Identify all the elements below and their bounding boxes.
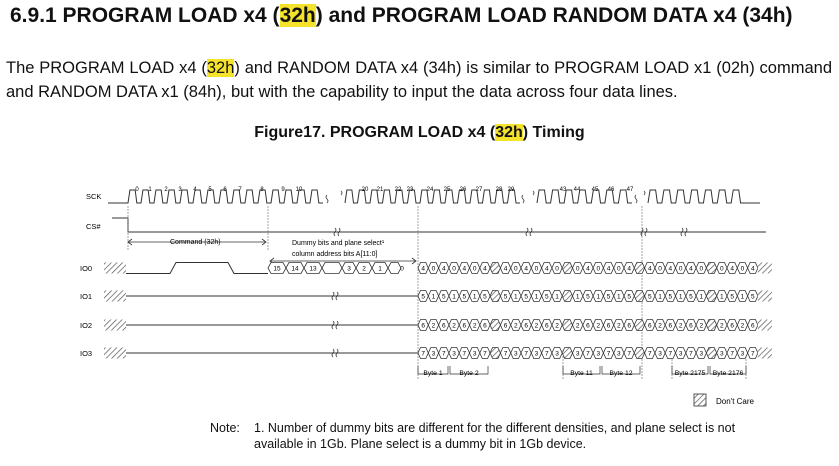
- nibble-value: 0: [514, 265, 518, 273]
- nibble-value: 2: [658, 322, 662, 330]
- nibble-value: 3: [720, 350, 724, 358]
- dont-care-swatch: [694, 394, 706, 406]
- nibble-value: 0: [699, 265, 704, 273]
- nibble-value: 5: [606, 293, 611, 301]
- sck-waveform: [108, 190, 760, 203]
- io-rows: [104, 263, 772, 359]
- data-nibble: [706, 320, 716, 331]
- nibble-value: 1: [720, 293, 724, 301]
- data-nibble: [490, 320, 500, 331]
- sck-wave-path: [108, 190, 760, 203]
- data-nibble: [490, 291, 500, 302]
- data-nibble: [706, 263, 716, 274]
- nibble-value: 2: [678, 322, 683, 330]
- nibble-value: 4: [462, 265, 467, 273]
- nibble-value: 4: [689, 265, 693, 273]
- nibble-value: 5: [668, 293, 673, 301]
- clock-number: 1: [148, 187, 152, 193]
- nibble-value: 0: [617, 265, 621, 273]
- nibble-value: 1: [472, 293, 477, 301]
- nibble-value: 7: [668, 350, 673, 358]
- nibble-value: 6: [750, 322, 755, 330]
- io3-label: IO3: [80, 349, 93, 358]
- nibble-value: 2: [596, 322, 601, 330]
- clock-number: 0: [135, 187, 139, 193]
- nibble-value: 6: [503, 322, 508, 330]
- nibble-value: 2: [575, 322, 580, 330]
- data-nibble: [490, 263, 500, 274]
- nibble-value: 5: [441, 293, 446, 301]
- sck-break: [326, 191, 342, 203]
- address-bit: 2: [362, 265, 366, 273]
- clock-number: 43: [559, 187, 567, 193]
- nibble-value: 6: [627, 322, 631, 330]
- nibble-value: 6: [441, 322, 446, 330]
- nibble-value: 7: [524, 350, 528, 358]
- nibble-value: 3: [472, 350, 477, 358]
- nibble-value: 3: [699, 350, 704, 358]
- dont-care-block: [104, 320, 126, 331]
- note-label: Note:: [210, 421, 240, 435]
- nibble-value: 2: [534, 322, 539, 330]
- cs-waveform: [112, 218, 766, 232]
- clock-number: 44: [573, 187, 581, 193]
- nibble-value: 4: [750, 265, 755, 273]
- nibble-value: 0: [720, 265, 724, 273]
- clock-number: 29: [507, 187, 515, 193]
- clock-number: 24: [426, 187, 434, 193]
- dont-care-label: Don't Care: [716, 397, 754, 406]
- nibble-value: 6: [606, 322, 611, 330]
- data-nibble: [634, 263, 644, 274]
- nibble-value: 7: [462, 350, 467, 358]
- nibble-value: 6: [544, 322, 549, 330]
- data-nibble: [634, 291, 644, 302]
- data-nibble: [706, 348, 716, 359]
- nibble-value: 5: [627, 293, 631, 301]
- nibble-value: 4: [647, 265, 652, 273]
- nibble-value: 6: [689, 322, 693, 330]
- nibble-value: 2: [472, 322, 477, 330]
- note: [210, 420, 774, 452]
- data-nibble: [634, 348, 644, 359]
- nibble-value: 4: [483, 265, 487, 273]
- clock-number: 25: [443, 187, 451, 193]
- nibble-value: 5: [689, 293, 693, 301]
- nibble-value: 3: [534, 350, 539, 358]
- clock-number: 6: [223, 187, 227, 193]
- nibble-value: 3: [678, 350, 683, 358]
- clock-number: 47: [626, 187, 634, 193]
- nibble-value: 5: [750, 293, 755, 301]
- section-heading: 6.9.1 PROGRAM LOAD x4 (32h) and PROGRAM LOAD RANDOM DATA x4 (34h): [10, 4, 793, 27]
- nibble-value: 6: [586, 322, 590, 330]
- cs-label: CS#: [86, 222, 101, 231]
- nibble-value: 7: [606, 350, 611, 358]
- address-bit: 14: [291, 265, 299, 273]
- address-bit: 13: [309, 265, 317, 273]
- nibble-value: 1: [740, 293, 745, 301]
- nibble-value: 0: [740, 265, 745, 273]
- clock-number: 46: [607, 187, 615, 193]
- nibble-value: 4: [586, 265, 590, 273]
- clock-number: 4: [193, 187, 197, 193]
- nibble-value: 3: [555, 350, 559, 358]
- io-row-3: [104, 348, 772, 359]
- nibble-value: 0: [431, 265, 436, 273]
- nibble-value: 2: [617, 322, 621, 330]
- io0-label: IO0: [80, 264, 93, 273]
- nibble-value: 4: [606, 265, 611, 273]
- nibble-value: 5: [421, 293, 425, 301]
- clock-number: 22: [394, 187, 402, 193]
- nibble-value: 2: [452, 322, 456, 330]
- nibble-value: 7: [544, 350, 549, 358]
- data-nibble: [562, 263, 572, 274]
- nibble-value: 0: [472, 265, 477, 273]
- nibble-value: 3: [658, 350, 662, 358]
- nibble-value: 5: [524, 293, 528, 301]
- dummy-label-2: column address bits A[11:0]: [292, 251, 378, 258]
- data-nibble: [562, 348, 572, 359]
- data-nibble: [634, 320, 644, 331]
- nibble-value: 3: [740, 350, 745, 358]
- data-nibble: [562, 291, 572, 302]
- clock-number: 27: [475, 187, 483, 193]
- io2-label: IO2: [80, 321, 93, 330]
- nibble-value: 0: [575, 265, 580, 273]
- clock-number: 21: [376, 187, 384, 193]
- dont-care-block: [758, 263, 772, 274]
- dont-care-block: [758, 291, 772, 302]
- nibble-value: 4: [730, 265, 734, 273]
- command-waveform: [126, 263, 268, 274]
- address-bit: 1: [378, 265, 382, 273]
- nibble-value: 1: [699, 293, 704, 301]
- data-nibble: [706, 291, 716, 302]
- io-row-0: [104, 263, 772, 274]
- byte-labels: [418, 366, 746, 377]
- nibble-value: 4: [627, 265, 631, 273]
- nibble-value: 2: [740, 322, 745, 330]
- byte-label: Byte 2175: [674, 370, 706, 377]
- nibble-value: 2: [555, 322, 559, 330]
- nibble-value: 5: [462, 293, 467, 301]
- nibble-value: 1: [514, 293, 518, 301]
- clock-number: 3: [178, 187, 182, 193]
- note-text: 1. Number of dummy bits are different for the different densities, and plane select is not available in 1Gb. Plane select is a dummy bit in 1Gb device.: [254, 421, 736, 451]
- nibble-value: 2: [514, 322, 518, 330]
- clock-number: 20: [361, 187, 369, 193]
- nibble-value: 5: [503, 293, 508, 301]
- sck-label: SCK: [86, 192, 102, 201]
- nibble-value: 7: [627, 350, 631, 358]
- data-nibble: [490, 348, 500, 359]
- nibble-value: 6: [421, 322, 425, 330]
- nibble-value: 0: [534, 265, 539, 273]
- nibble-value: 1: [617, 293, 621, 301]
- nibble-value: 2: [720, 322, 724, 330]
- dont-care-block: [104, 348, 126, 359]
- nibble-value: 3: [617, 350, 621, 358]
- figure-caption: Figure17. PROGRAM LOAD x4 (32h) Timing: [254, 124, 585, 141]
- clock-number: 2: [164, 187, 168, 193]
- nibble-value: 1: [575, 293, 580, 301]
- nibble-value: 4: [668, 265, 673, 273]
- address-bit: 0: [400, 265, 404, 273]
- nibble-value: 7: [586, 350, 590, 358]
- nibble-value: 3: [452, 350, 456, 358]
- nibble-value: 1: [678, 293, 683, 301]
- address-bit: 3: [347, 265, 351, 273]
- byte-label: Byte 2176: [712, 370, 744, 377]
- nibble-value: 7: [441, 350, 446, 358]
- io-row-1: [104, 291, 772, 302]
- clock-number: 26: [459, 187, 467, 193]
- nibble-value: 4: [441, 265, 446, 273]
- nibble-value: 0: [596, 265, 601, 273]
- dummy-label-1: Dummy bits and plane select¹: [292, 240, 385, 247]
- nibble-value: 5: [730, 293, 734, 301]
- nibble-value: 6: [647, 322, 652, 330]
- sck-break: [635, 191, 645, 203]
- clock-number: 23: [406, 187, 414, 193]
- nibble-value: 4: [503, 265, 508, 273]
- dont-care-block: [104, 291, 126, 302]
- nibble-value: 1: [658, 293, 662, 301]
- clock-number: 9: [281, 187, 285, 193]
- nibble-value: 4: [524, 265, 528, 273]
- nibble-value: 7: [483, 350, 487, 358]
- nibble-value: 0: [678, 265, 683, 273]
- io1-label: IO1: [80, 292, 93, 301]
- nibble-value: 0: [452, 265, 456, 273]
- nibble-value: 7: [647, 350, 652, 358]
- nibble-value: 6: [483, 322, 487, 330]
- nibble-value: 7: [421, 350, 425, 358]
- nibble-value: 1: [452, 293, 456, 301]
- nibble-value: 7: [503, 350, 508, 358]
- clock-number: 8: [260, 187, 264, 193]
- nibble-value: 6: [462, 322, 467, 330]
- nibble-value: 6: [668, 322, 673, 330]
- nibble-value: 0: [555, 265, 559, 273]
- nibble-value: 1: [596, 293, 601, 301]
- intro-paragraph: The PROGRAM LOAD x4 (32h) and RANDOM DATA x4 (34h) is similar to PROGRAM LOAD x1 (02h) command and RANDOM DATA x1 (84h), but with the capability to input the data across four data lines.: [6, 59, 832, 101]
- clock-number: 5: [208, 187, 212, 193]
- data-nibble: [562, 320, 572, 331]
- nibble-value: 4: [544, 265, 549, 273]
- nibble-value: 3: [596, 350, 601, 358]
- command-label: Command (32h): [170, 239, 221, 246]
- nibble-value: 3: [514, 350, 518, 358]
- clock-number: 45: [591, 187, 599, 193]
- nibble-value: 6: [730, 322, 734, 330]
- dont-care-block: [758, 320, 772, 331]
- nibble-value: 7: [689, 350, 693, 358]
- address-cell: [388, 263, 401, 274]
- sck-break: [522, 191, 534, 203]
- clock-number: 28: [495, 187, 503, 193]
- nibble-value: 0: [658, 265, 662, 273]
- nibble-value: 5: [544, 293, 549, 301]
- byte-label: Byte 11: [570, 370, 593, 377]
- nibble-value: 1: [431, 293, 436, 301]
- byte-label: Byte 1: [423, 370, 443, 377]
- clock-number: 10: [295, 187, 303, 193]
- clock-number: 7: [238, 187, 242, 193]
- io-row-2: [104, 320, 772, 331]
- nibble-value: 3: [575, 350, 580, 358]
- nibble-value: 6: [524, 322, 528, 330]
- byte-label: Byte 2: [459, 370, 479, 377]
- address-bit: 15: [273, 265, 281, 273]
- address-cell: [322, 263, 342, 274]
- nibble-value: 7: [730, 350, 734, 358]
- nibble-value: 7: [750, 350, 755, 358]
- dont-care-block: [104, 263, 126, 274]
- nibble-value: 1: [555, 293, 559, 301]
- nibble-value: 5: [647, 293, 652, 301]
- nibble-value: 2: [431, 322, 436, 330]
- nibble-value: 2: [699, 322, 704, 330]
- byte-label: Byte 12: [609, 370, 633, 377]
- nibble-value: 1: [534, 293, 539, 301]
- nibble-value: 5: [483, 293, 487, 301]
- dont-care-block: [758, 348, 772, 359]
- nibble-value: 5: [586, 293, 590, 301]
- nibble-value: 4: [421, 265, 425, 273]
- nibble-value: 3: [431, 350, 436, 358]
